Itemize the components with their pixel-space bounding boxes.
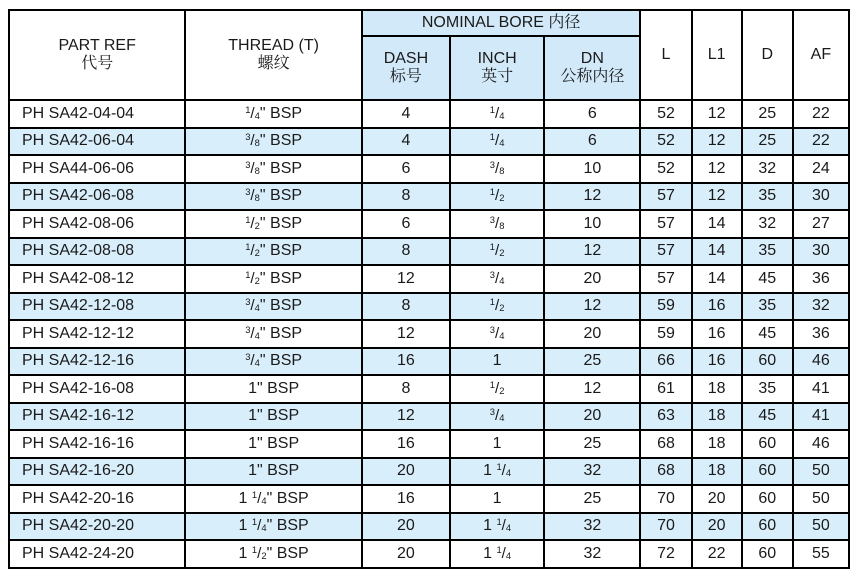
cell-l1: 14 (692, 210, 742, 238)
cell-af: 50 (793, 485, 849, 513)
cell-dash: 20 (362, 540, 450, 568)
cell-d: 45 (742, 320, 793, 348)
cell-l1: 12 (692, 128, 742, 156)
cell-l1: 20 (692, 485, 742, 513)
cell-af: 55 (793, 540, 849, 568)
cell-l1: 14 (692, 238, 742, 266)
cell-dn: 32 (544, 540, 640, 568)
cell-l: 52 (640, 100, 691, 128)
cell-l: 66 (640, 348, 691, 376)
cell-d: 25 (742, 128, 793, 156)
cell-dash: 20 (362, 513, 450, 541)
cell-dn: 12 (544, 183, 640, 211)
cell-inch: $^3/_4$ (450, 320, 544, 348)
cell-part-ref: PH SA44-06-06 (9, 155, 185, 183)
table-row (9, 238, 849, 266)
cell-dash: 16 (362, 485, 450, 513)
cell-d: 35 (742, 183, 793, 211)
cell-thread: $^3/_4$" BSP (185, 348, 361, 376)
cell-part-ref: PH SA42-12-12 (9, 320, 185, 348)
table-row (9, 210, 849, 238)
cell-dash: 12 (362, 320, 450, 348)
cell-inch: $^3/_4$ (450, 265, 544, 293)
cell-af: 36 (793, 265, 849, 293)
cell-inch: 1 (450, 348, 544, 376)
cell-dash: 8 (362, 293, 450, 321)
cell-thread: 1 $^1/_2$" BSP (185, 540, 361, 568)
cell-af: 36 (793, 320, 849, 348)
cell-af: 22 (793, 100, 849, 128)
cell-l: 72 (640, 540, 691, 568)
cell-l: 57 (640, 265, 691, 293)
cell-l1: 22 (692, 540, 742, 568)
cell-inch: $^1/_2$ (450, 183, 544, 211)
cell-af: 30 (793, 183, 849, 211)
cell-thread: $^1/_4$" BSP (185, 100, 361, 128)
table-row (9, 485, 849, 513)
header-thread: THREAD (T) 螺纹 (185, 10, 361, 100)
cell-dn: 10 (544, 210, 640, 238)
cell-dn: 6 (544, 100, 640, 128)
cell-dash: 16 (362, 348, 450, 376)
cell-dn: 10 (544, 155, 640, 183)
cell-thread: $^1/_2$" BSP (185, 238, 361, 266)
header-d: D (742, 10, 793, 100)
cell-d: 25 (742, 100, 793, 128)
cell-inch: $^1/_4$ (450, 128, 544, 156)
cell-inch: 1 (450, 485, 544, 513)
cell-part-ref: PH SA42-04-04 (9, 100, 185, 128)
cell-part-ref: PH SA42-24-20 (9, 540, 185, 568)
cell-part-ref: PH SA42-12-16 (9, 348, 185, 376)
cell-l: 52 (640, 128, 691, 156)
cell-d: 60 (742, 348, 793, 376)
table-header (9, 10, 849, 100)
cell-thread: $^3/_4$" BSP (185, 320, 361, 348)
cell-dash: 8 (362, 238, 450, 266)
table-row (9, 183, 849, 211)
cell-l1: 18 (692, 403, 742, 431)
cell-inch: $^3/_8$ (450, 210, 544, 238)
cell-dash: 6 (362, 210, 450, 238)
cell-l: 57 (640, 238, 691, 266)
cell-dash: 8 (362, 183, 450, 211)
table-row (9, 100, 849, 128)
table-row (9, 540, 849, 568)
header-l1: L1 (692, 10, 742, 100)
table-row (9, 430, 849, 458)
header-part-ref: PART REF 代号 (9, 10, 185, 100)
cell-part-ref: PH SA42-08-08 (9, 238, 185, 266)
cell-l1: 18 (692, 375, 742, 403)
cell-l1: 16 (692, 293, 742, 321)
cell-l: 70 (640, 485, 691, 513)
cell-thread: $^3/_8$" BSP (185, 155, 361, 183)
table-row (9, 403, 849, 431)
cell-d: 35 (742, 238, 793, 266)
cell-thread: $^1/_2$" BSP (185, 265, 361, 293)
cell-dn: 25 (544, 430, 640, 458)
cell-dn: 32 (544, 513, 640, 541)
fitting-spec-table (8, 9, 850, 569)
cell-dn: 20 (544, 320, 640, 348)
cell-dn: 25 (544, 485, 640, 513)
cell-af: 32 (793, 293, 849, 321)
header-nominal-bore: NOMINAL BORE 内径 (362, 10, 641, 36)
cell-part-ref: PH SA42-16-12 (9, 403, 185, 431)
cell-inch: $^1/_2$ (450, 375, 544, 403)
cell-af: 41 (793, 375, 849, 403)
cell-inch: $^1/_2$ (450, 238, 544, 266)
cell-af: 50 (793, 458, 849, 486)
table-body (9, 100, 849, 568)
cell-l: 61 (640, 375, 691, 403)
cell-d: 60 (742, 430, 793, 458)
cell-thread: $^1/_2$" BSP (185, 210, 361, 238)
cell-af: 27 (793, 210, 849, 238)
table-row (9, 348, 849, 376)
cell-dash: 4 (362, 128, 450, 156)
table-row (9, 128, 849, 156)
header-dash: DASH 标号 (362, 36, 450, 100)
cell-l: 63 (640, 403, 691, 431)
cell-thread: 1" BSP (185, 403, 361, 431)
cell-dash: 12 (362, 265, 450, 293)
table-row (9, 293, 849, 321)
cell-l: 68 (640, 458, 691, 486)
cell-d: 45 (742, 403, 793, 431)
cell-dn: 20 (544, 403, 640, 431)
header-l: L (640, 10, 691, 100)
cell-inch: 1 (450, 430, 544, 458)
header-af: AF (793, 10, 849, 100)
table-row (9, 155, 849, 183)
cell-part-ref: PH SA42-16-08 (9, 375, 185, 403)
cell-l1: 12 (692, 100, 742, 128)
cell-part-ref: PH SA42-20-20 (9, 513, 185, 541)
header-inch: INCH 英寸 (450, 36, 544, 100)
cell-inch: $^1/_2$ (450, 293, 544, 321)
cell-l1: 16 (692, 348, 742, 376)
table-row (9, 375, 849, 403)
cell-dash: 6 (362, 155, 450, 183)
cell-dash: 16 (362, 430, 450, 458)
cell-part-ref: PH SA42-16-16 (9, 430, 185, 458)
cell-thread: $^3/_4$" BSP (185, 293, 361, 321)
cell-d: 35 (742, 293, 793, 321)
cell-dash: 20 (362, 458, 450, 486)
cell-part-ref: PH SA42-06-04 (9, 128, 185, 156)
cell-thread: 1 $^1/_4$" BSP (185, 513, 361, 541)
cell-dn: 32 (544, 458, 640, 486)
cell-dn: 25 (544, 348, 640, 376)
cell-d: 45 (742, 265, 793, 293)
cell-dn: 12 (544, 375, 640, 403)
cell-l: 59 (640, 320, 691, 348)
cell-af: 24 (793, 155, 849, 183)
cell-part-ref: PH SA42-08-06 (9, 210, 185, 238)
cell-inch: $^1/_4$ (450, 100, 544, 128)
table-row (9, 265, 849, 293)
cell-d: 60 (742, 513, 793, 541)
cell-dash: 12 (362, 403, 450, 431)
cell-thread: 1" BSP (185, 430, 361, 458)
cell-l: 57 (640, 210, 691, 238)
cell-inch: 1 $^1/_4$ (450, 513, 544, 541)
cell-inch: 1 $^1/_4$ (450, 540, 544, 568)
cell-thread: 1" BSP (185, 458, 361, 486)
cell-dn: 12 (544, 293, 640, 321)
cell-d: 35 (742, 375, 793, 403)
cell-dn: 20 (544, 265, 640, 293)
cell-part-ref: PH SA42-08-12 (9, 265, 185, 293)
cell-af: 30 (793, 238, 849, 266)
cell-d: 60 (742, 485, 793, 513)
cell-l: 57 (640, 183, 691, 211)
cell-part-ref: PH SA42-16-20 (9, 458, 185, 486)
header-dn: DN 公称内径 (544, 36, 640, 100)
cell-af: 46 (793, 348, 849, 376)
cell-af: 22 (793, 128, 849, 156)
cell-af: 46 (793, 430, 849, 458)
table-row (9, 513, 849, 541)
cell-af: 41 (793, 403, 849, 431)
cell-d: 60 (742, 458, 793, 486)
cell-thread: $^3/_8$" BSP (185, 183, 361, 211)
cell-part-ref: PH SA42-06-08 (9, 183, 185, 211)
cell-l1: 14 (692, 265, 742, 293)
cell-af: 50 (793, 513, 849, 541)
cell-thread: 1" BSP (185, 375, 361, 403)
cell-l1: 18 (692, 458, 742, 486)
cell-dn: 12 (544, 238, 640, 266)
cell-l: 68 (640, 430, 691, 458)
cell-d: 32 (742, 210, 793, 238)
cell-part-ref: PH SA42-20-16 (9, 485, 185, 513)
cell-inch: $^3/_4$ (450, 403, 544, 431)
cell-inch: 1 $^1/_4$ (450, 458, 544, 486)
cell-dash: 8 (362, 375, 450, 403)
cell-inch: $^3/_8$ (450, 155, 544, 183)
cell-thread: 1 $^1/_4$" BSP (185, 485, 361, 513)
table-row (9, 320, 849, 348)
table-row (9, 458, 849, 486)
cell-d: 32 (742, 155, 793, 183)
cell-l: 59 (640, 293, 691, 321)
cell-l1: 12 (692, 155, 742, 183)
cell-dash: 4 (362, 100, 450, 128)
cell-d: 60 (742, 540, 793, 568)
cell-l1: 16 (692, 320, 742, 348)
cell-l1: 12 (692, 183, 742, 211)
cell-l: 70 (640, 513, 691, 541)
cell-l1: 18 (692, 430, 742, 458)
cell-thread: $^3/_8$" BSP (185, 128, 361, 156)
cell-l1: 20 (692, 513, 742, 541)
cell-l: 52 (640, 155, 691, 183)
cell-part-ref: PH SA42-12-08 (9, 293, 185, 321)
cell-dn: 6 (544, 128, 640, 156)
